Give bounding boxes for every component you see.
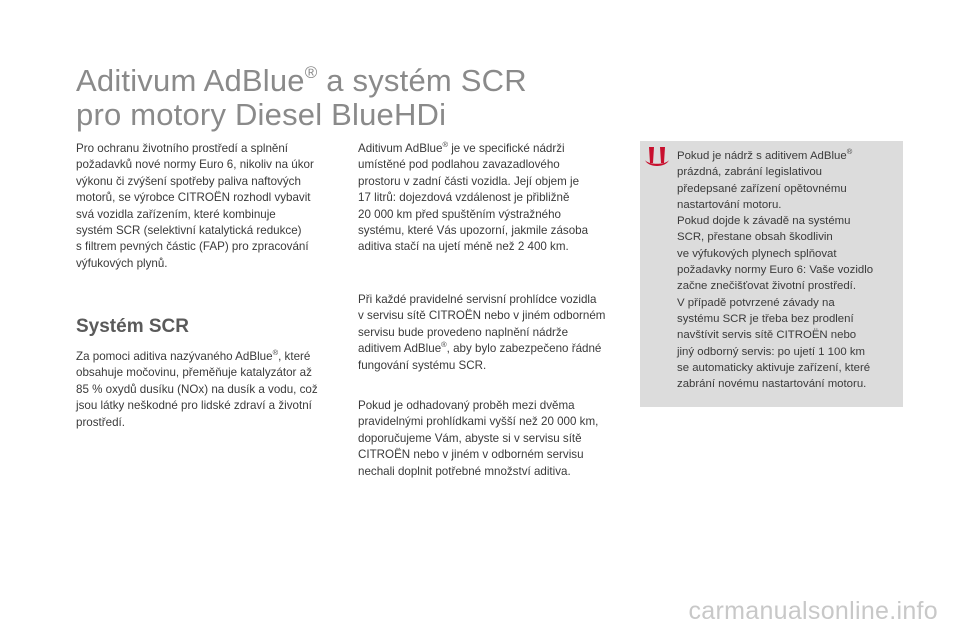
- tank-line: aditiva stačí na ujetí méně než 2 400 km.: [358, 240, 569, 254]
- warning-line: SCR, přestane obsah škodlivin: [677, 231, 833, 244]
- intro-paragraph: [76, 141, 314, 272]
- warning-line: ve výfukových plynech splňovat: [677, 247, 837, 260]
- warning-line: Pokud dojde k závadě na systému: [677, 215, 851, 228]
- registered-mark: ®: [441, 340, 447, 350]
- exclamation-warning-icon: [644, 145, 670, 171]
- service-line: Při každé pravidelné servisní prohlídce vozidla: [358, 293, 597, 306]
- intro-line: požadavků nové normy Euro 6, nikoliv na úkor: [76, 158, 314, 172]
- intro-line: s filtrem pevných částic (FAP) pro zpracování: [76, 240, 309, 254]
- scr-line: Za pomoci aditiva nazývaného AdBlue: [76, 350, 273, 363]
- warning-line: se automaticky aktivuje zařízení, které: [677, 361, 871, 374]
- registered-mark: ®: [442, 140, 448, 149]
- registered-mark: ®: [846, 147, 853, 156]
- title-line2: pro motory Diesel BlueHDi: [76, 97, 447, 132]
- warning-line: předepsané zařízení opětovnému: [677, 182, 847, 195]
- mileage-line: doporučujeme Vám, abyste si v servisu sítě: [358, 431, 582, 445]
- warning-line: systému SCR je třeba bez prodlení: [677, 312, 854, 325]
- intro-line: svá vozidla zařízením, které kombinuje: [76, 207, 276, 221]
- warning-line: požadavky normy Euro 6: Vaše vozidlo: [677, 264, 874, 277]
- mileage-paragraph: [358, 398, 598, 480]
- warning-line: nastartování motoru.: [677, 198, 782, 211]
- warning-text: [677, 148, 873, 392]
- warning-line: prázdná, zabrání legislativou: [677, 166, 823, 179]
- intro-line: výfukových plynů.: [76, 256, 168, 270]
- scr-line: , které: [278, 350, 311, 363]
- registered-mark: ®: [304, 63, 318, 82]
- tank-line: systému, které Vás upozorní, jakmile zásoba: [358, 224, 589, 238]
- service-line: fungování systému SCR.: [358, 358, 487, 372]
- mileage-line: Pokud je odhadovaný proběh mezi dvěma: [358, 399, 575, 412]
- warning-line: V případě potvrzené závady na: [677, 296, 835, 309]
- tank-line: umístěné pod podlahou zavazadlového: [358, 158, 560, 172]
- tank-line: Aditivum AdBlue: [358, 142, 443, 155]
- tank-line: prostoru v zadní části vozidla. Její objem je: [358, 174, 580, 188]
- service-line: aditivem AdBlue: [358, 342, 442, 356]
- registered-mark: ®: [272, 348, 279, 357]
- warning-line: navštívit servis sítě CITROËN nebo: [677, 329, 857, 342]
- tank-line: 20 000 km před spuštěním výstražného: [358, 207, 561, 221]
- service-paragraph: [358, 292, 605, 374]
- title-line1-suffix: a systém SCR: [317, 63, 527, 98]
- service-line: v servisu sítě CITROËN nebo v jiném odborném: [358, 309, 606, 323]
- title-line1-text: Aditivum AdBlue: [76, 63, 305, 98]
- warning-line: Pokud je nádrž s aditivem AdBlue: [677, 150, 847, 162]
- intro-line: výkonu či zvýšení spotřeby paliva naftových: [76, 174, 301, 188]
- page-title: [76, 64, 527, 132]
- scr-paragraph: [76, 349, 318, 431]
- section-heading-scr: Systém SCR: [76, 316, 189, 337]
- service-line: , aby bylo zabezpečeno řádné: [446, 342, 602, 356]
- warning-line: začne znečišťovat životní prostředí.: [677, 280, 857, 293]
- mileage-line: nechali doplnit potřebné množství aditiva.: [358, 464, 571, 478]
- scr-line: prostředí.: [76, 415, 125, 429]
- warning-line: zabrání novému nastartování motoru.: [677, 378, 867, 391]
- watermark: carmanualsonline.info: [688, 597, 938, 625]
- scr-line: jsou látky neškodné pro lidské zdraví a životní: [76, 399, 312, 413]
- intro-line: motorů, se výrobce CITROËN rozhodl vybavit: [76, 191, 311, 205]
- service-line: servisu bude provedeno naplnění nádrže: [358, 325, 569, 339]
- intro-line: systém SCR (selektivní katalytická redukce): [76, 224, 302, 238]
- tank-paragraph: [358, 141, 588, 256]
- tank-line: 17 litrů: dojezdová vzdálenost je přibližně: [358, 191, 570, 205]
- scr-line: 85 % oxydů dusíku (NOx) na dusík a vodu, což: [76, 382, 318, 396]
- tank-line: je ve specifické nádrži: [447, 142, 565, 155]
- warning-line: jiný odborný servis: po ujetí 1 100 km: [677, 345, 866, 358]
- mileage-line: pravidelnými prohlídkami vyšší než 20 000 km,: [358, 415, 599, 429]
- intro-line: Pro ochranu životního prostředí a splnění: [76, 142, 289, 155]
- scr-line: obsahuje močovinu, přeměňuje katalyzátor až: [76, 366, 312, 380]
- mileage-line: CITROËN nebo v jiném v odborném servisu: [358, 448, 584, 462]
